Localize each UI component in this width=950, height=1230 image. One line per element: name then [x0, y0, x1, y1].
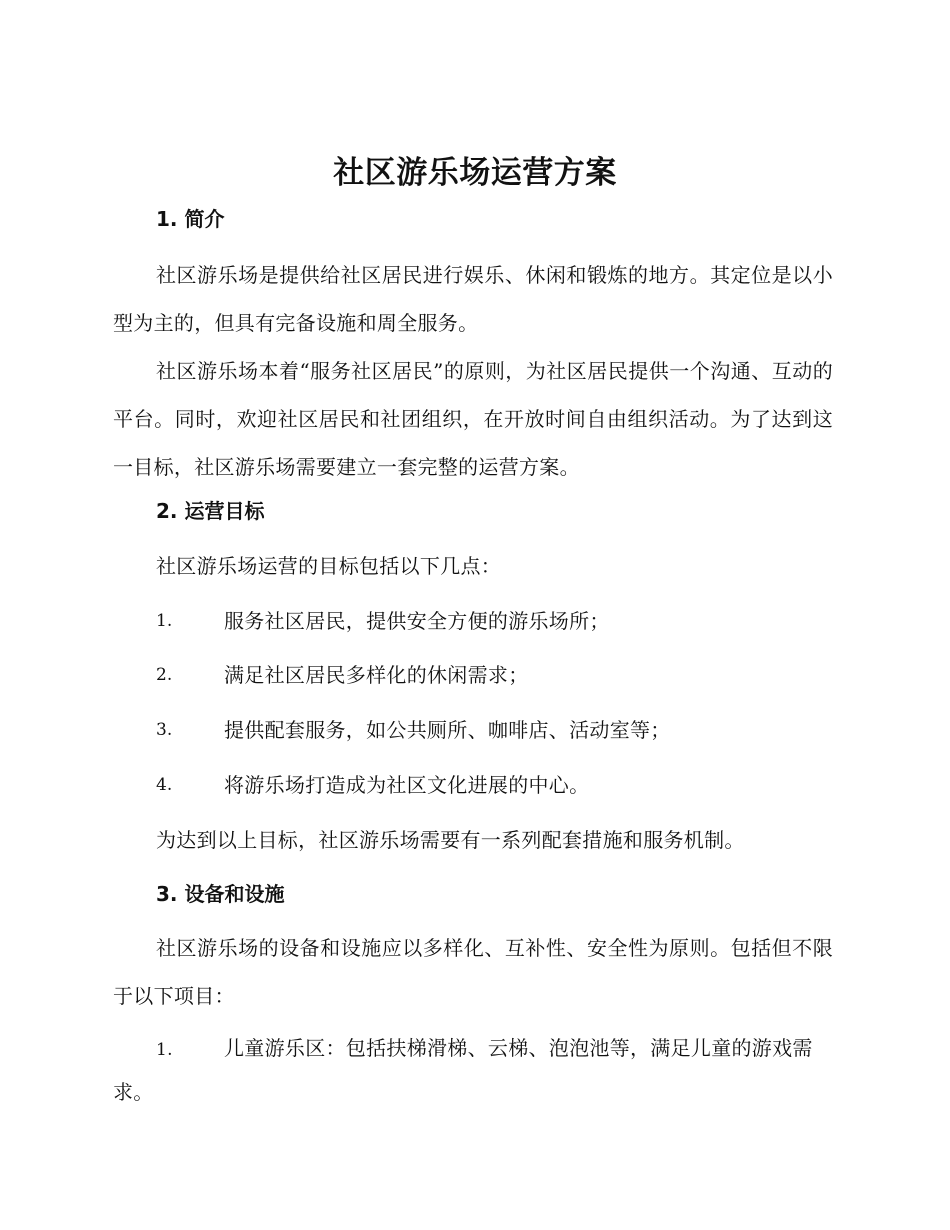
list-item-number: 1.: [156, 1040, 173, 1060]
list-item-text: 满足社区居民多样化的休闲需求；: [224, 663, 529, 687]
paragraph: 社区游乐场是提供给社区居民进行娱乐、休闲和锻炼的地方。其定位是以小型为主的，但具有完备设施和周全服务。: [113, 263, 833, 335]
list-item-number: 1.: [156, 611, 173, 631]
section-heading-intro: 1. 简介: [156, 207, 225, 231]
list-item-number: 4.: [156, 775, 173, 795]
section-heading-equipment: 3. 设备和设施: [156, 882, 285, 906]
list-item-number: 3.: [156, 720, 173, 740]
paragraph: 社区游乐场运营的目标包括以下几点：: [156, 554, 502, 578]
list-item: [113, 1027, 833, 1113]
paragraph: 为达到以上目标，社区游乐场需要有一系列配套措施和服务机制。: [156, 828, 745, 852]
paragraph: 社区游乐场本着“服务社区居民”的原则，为社区居民提供一个沟通、互动的平台。同时，欢迎社区居民和社团组织，在开放时间自由组织活动。为了达到这一目标，社区游乐场需要建立一套完整的运营方案。: [113, 359, 833, 479]
section-heading-goals: 2. 运营目标: [156, 499, 265, 523]
paragraph: 社区游乐场的设备和设施应以多样化、互补性、安全性为原则。包括但不限于以下项目：: [113, 936, 833, 1008]
list-item-text: 将游乐场打造成为社区文化进展的中心。: [224, 773, 590, 797]
list-item-text: 服务社区居民，提供安全方便的游乐场所；: [224, 609, 610, 633]
list-item-text: 儿童游乐区：包括扶梯滑梯、云梯、泡泡池等，满足儿童的游戏需求。: [113, 1036, 813, 1104]
list-item-number: 2.: [156, 665, 173, 685]
document-title: 社区游乐场运营方案: [333, 155, 617, 191]
list-item-text: 提供配套服务，如公共厕所、咖啡店、活动室等；: [224, 718, 671, 742]
